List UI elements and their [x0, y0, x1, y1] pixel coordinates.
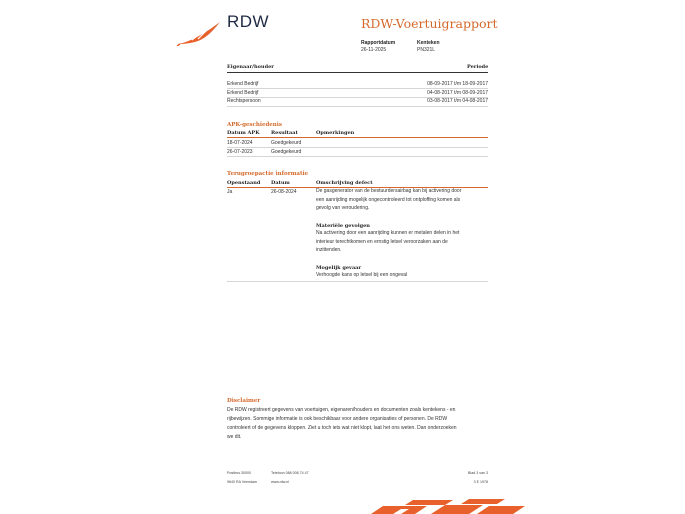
danger-description	[316, 271, 488, 280]
consequences-description	[316, 229, 488, 255]
consequences-line: interieur terechtkomen en ernstig letsel veroorzaken aan de	[316, 238, 448, 245]
period-cell: 03-08-2017 t/m 04-08-2017	[427, 98, 488, 104]
apk-remarks-column-header: Opmerkingen	[316, 130, 355, 136]
disclaimer-line: we dit.	[227, 434, 242, 440]
owner-cell: Erkend Bedrijf	[227, 81, 259, 87]
recall-open-column-header: Openstaand	[227, 180, 261, 186]
owners-header-rule	[227, 72, 488, 73]
recall-defect-column-header: Omschrijving defect	[316, 180, 373, 186]
footer-page-number: Blad 3 van 3	[468, 471, 488, 475]
owner-column-header: Eigenaar/houder	[227, 64, 274, 70]
rdw-feather-logo-icon	[176, 20, 222, 46]
defect-line: een aanrijding mogelijk ongecontroleerd tot ontploffing komen als	[316, 196, 461, 203]
danger-title: Mogelijk gevaar	[316, 265, 362, 271]
recall-date-cell: 26-08-2024	[271, 189, 297, 195]
row-divider	[227, 147, 488, 148]
recall-date-column-header: Datum	[271, 180, 290, 186]
row-divider	[227, 281, 488, 282]
footer-website-link[interactable]: www.rdw.nl	[271, 480, 289, 484]
document-title: RDW-Voertuigrapport	[361, 16, 498, 31]
apk-date-cell: 18-07-2024	[227, 140, 253, 146]
footer-postbus: Postbus 30000	[227, 471, 251, 475]
period-cell: 08-09-2017 t/m 18-09-2017	[427, 81, 488, 87]
disclaimer-text	[227, 406, 489, 442]
row-divider	[227, 106, 488, 107]
rdw-stripes-decoration-icon	[365, 498, 530, 514]
consequences-line: Na activering door een aanrijding kunnen er metalen delen in het	[316, 230, 460, 236]
report-date-value: 26-11-2025	[361, 47, 387, 53]
period-cell: 04-08-2017 t/m 08-09-2017	[427, 90, 488, 96]
apk-header-rule	[227, 137, 488, 138]
consequences-title: Materiële gevolgen	[316, 223, 370, 229]
recall-defect-description	[316, 187, 488, 213]
apk-section-title: APK-geschiedenis	[227, 122, 282, 128]
recall-section-title: Terugroepactie informatie	[227, 171, 309, 177]
consequences-line: inzittenden.	[316, 247, 342, 254]
license-plate-label: Kenteken	[417, 40, 440, 46]
disclaimer-line: controleert of de gegevens kloppen. Ziet u toch iets wat niet klopt, laat het ons weten. Dan onderzoeken	[227, 425, 457, 431]
license-plate-value: PN321L	[417, 47, 436, 53]
row-divider	[227, 88, 488, 89]
defect-line: gevolg van veroudering.	[316, 205, 370, 212]
owner-cell: Rechtspersoon	[227, 98, 261, 104]
recall-open-cell: Ja	[227, 189, 233, 195]
footer-phone: Telefoon 088 008 74 47	[271, 471, 309, 475]
logo-text: RDW	[227, 12, 270, 31]
period-column-header: Periode	[467, 64, 489, 70]
footer-code: 3 E 1978	[473, 480, 488, 484]
apk-result-column-header: Resultaat	[271, 130, 298, 136]
apk-date-column-header: Datum APK	[227, 130, 260, 136]
defect-line: De gasgenerator van de bestuurdersairbag kan bij activering door	[316, 188, 462, 194]
apk-result-cell: Goedgekeurd	[271, 149, 302, 155]
disclaimer-line: De RDW registreert gegevens van voertuigen, eigenaren/houders en documenten zoals kentekens - en	[227, 407, 456, 413]
disclaimer-line: rijbewijzen. Sommige informatie is ook beschikbaar voor andere organisaties of personen. De RDW	[227, 416, 448, 422]
apk-date-cell: 26-07-2023	[227, 149, 253, 155]
footer-city: 9640 RA Veendam	[227, 480, 257, 484]
owner-cell: Erkend Bedrijf	[227, 90, 259, 96]
report-date-label: Rapportdatum	[361, 40, 396, 46]
apk-result-cell: Goedgekeurd	[271, 140, 302, 146]
danger-line: Verhoogde kans op letsel bij een ongeval	[316, 272, 408, 278]
row-divider	[227, 156, 488, 157]
disclaimer-title: Disclaimer	[227, 398, 261, 404]
